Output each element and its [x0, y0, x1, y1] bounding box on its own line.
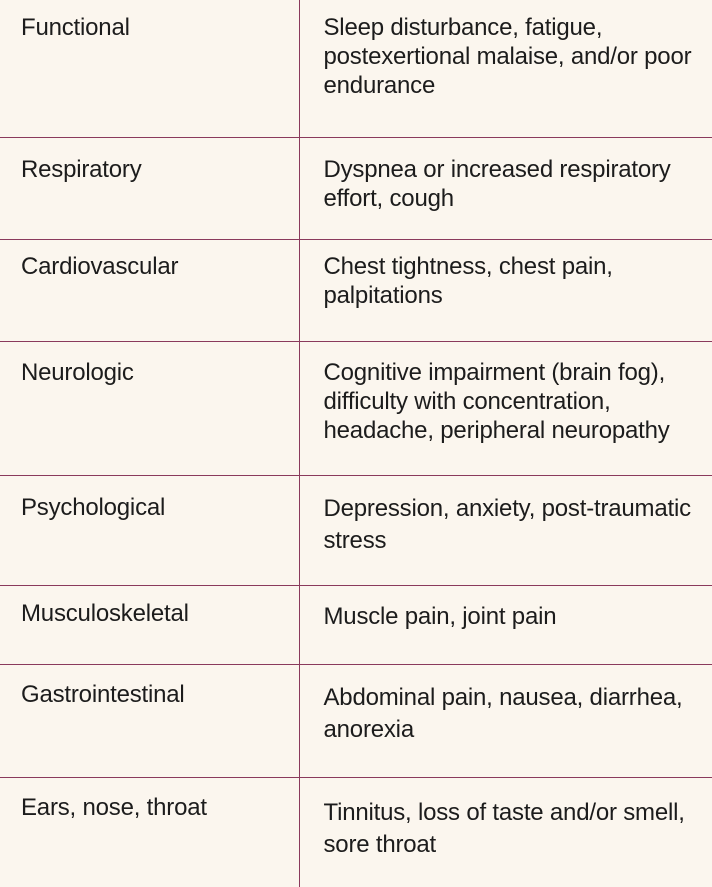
- system-cell: Functional: [0, 0, 299, 138]
- system-cell: Respiratory: [0, 138, 299, 240]
- symptoms-cell: Cognitive impairment (brain fog), difficulty with concentration, headache, peripheral neuropathy: [299, 342, 712, 476]
- table-row: [0, 0, 712, 138]
- symptoms-cell: Chest tightness, chest pain, palpitations: [299, 240, 712, 342]
- system-cell: Musculoskeletal: [0, 586, 299, 665]
- system-cell: Ears, nose, throat: [0, 778, 299, 887]
- system-cell: Gastrointestinal: [0, 665, 299, 778]
- system-cell: Neurologic: [0, 342, 299, 476]
- table-row: [0, 138, 712, 240]
- symptoms-cell: Dyspnea or increased respiratory effort, cough: [299, 138, 712, 240]
- table-row: [0, 342, 712, 476]
- table-row: [0, 665, 712, 778]
- table-row: [0, 240, 712, 342]
- system-cell: Cardiovascular: [0, 240, 299, 342]
- symptoms-cell: Abdominal pain, nausea, diarrhea, anorexia: [299, 665, 712, 778]
- symptoms-cell: Tinnitus, loss of taste and/or smell, sore throat: [299, 778, 712, 887]
- symptoms-cell: Sleep disturbance, fatigue, postexertional malaise, and/or poor endurance: [299, 0, 712, 138]
- table-row: [0, 778, 712, 887]
- symptoms-cell: Depression, anxiety, post-traumatic stress: [299, 476, 712, 586]
- table-row: [0, 476, 712, 586]
- system-cell: Psychological: [0, 476, 299, 586]
- symptoms-cell: Muscle pain, joint pain: [299, 586, 712, 665]
- table-row: [0, 586, 712, 665]
